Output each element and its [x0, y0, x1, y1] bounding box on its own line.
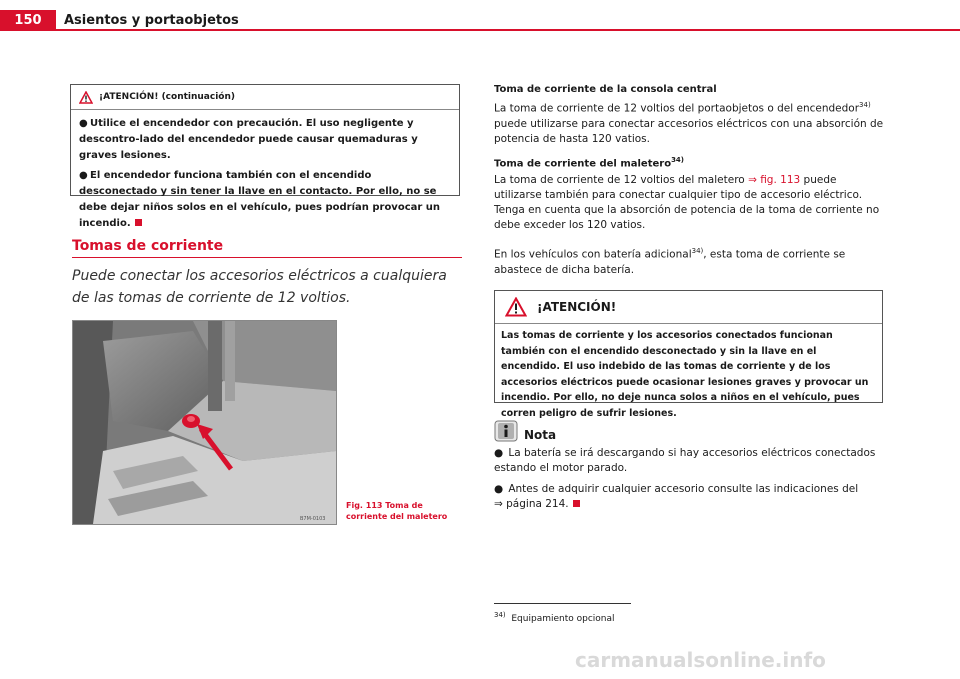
header-rule — [56, 29, 960, 31]
footnote-ref: 34) — [671, 156, 685, 164]
note-item: ● Antes de adquirir cualquier accesorio consulte las indicaciones del ⇒ página 214. — [494, 483, 859, 510]
battery-block — [494, 244, 886, 278]
trunk-heading: Toma de corriente del maletero$^{34)}$ — [494, 156, 685, 170]
console-socket-block — [494, 84, 886, 147]
figure-code: B7M-0103 — [300, 516, 326, 522]
warning-title: ¡ATENCIÓN! — [537, 300, 617, 314]
warning-text: Las tomas de corriente y los accesorios conectados funcionan también con el encendido desconectado y sin la llave en el encendido. El uso indebido de las tomas de corriente y de los accesorios eléctricos puede ocasionar lesiones graves y provocar un incendio. Por ello, no deje nunca solos a niños en el vehículo, pues corren peligro de sufrir lesiones. — [501, 330, 869, 419]
footnote: $^{34)}$ Equipamiento opcional — [494, 611, 615, 624]
warning-title: ¡ATENCIÓN! (continuación) — [99, 92, 236, 102]
page-header — [0, 0, 960, 31]
warning-item: ● El encendedor funciona también con el encendido desconectado y sin tener la llave en el contacto. Por ello, no se debe dejar niños solos en el vehículo, pues podrían provocar un incendio. — [79, 170, 441, 229]
battery-text: En los vehículos con batería adicional$^{34)}$, esta toma de corriente se abastece de dicha batería. — [494, 247, 846, 276]
trunk-socket-illustration — [73, 321, 336, 524]
note-title: Nota — [524, 428, 557, 442]
warning-box-continued — [70, 84, 460, 229]
warning-box-header — [71, 85, 459, 110]
page-number: 150 — [0, 10, 56, 31]
figure-caption: Fig. 113 Toma de corriente del maletero — [346, 501, 448, 521]
footnote-ref: 34) — [859, 101, 871, 109]
section-intro: Puede conectar los accesorios eléctricos a cualquiera de las tomas de corriente de 12 voltios. — [72, 268, 447, 306]
warning-triangle-icon — [79, 91, 93, 104]
trunk-text: La toma de corriente de 12 voltios del maletero ⇒ fig. 113 puede utilizarse también para conectar cualquier tipo de accesorio eléctrico. Tenga en cuenta que la absorción de potencia de la toma de corriente no debe exceder los 120 vatios. — [494, 174, 880, 232]
footnote-rule — [494, 603, 631, 604]
section-rule — [72, 257, 462, 258]
figure-trunk-socket — [72, 320, 337, 525]
footnote-ref: 34) — [691, 247, 704, 255]
watermark: carmanualsonline.info — [575, 648, 826, 672]
warning-box-header — [495, 291, 882, 324]
page-link[interactable]: ⇒ página 214. — [494, 498, 569, 510]
warning-triangle-icon — [505, 297, 527, 317]
section-title: Tomas de corriente — [72, 238, 224, 254]
end-mark-icon — [135, 219, 142, 226]
end-mark-icon — [573, 500, 580, 507]
figure-link[interactable]: ⇒ fig. 113 — [748, 174, 801, 187]
console-text: La toma de corriente de 12 voltios del portaobjetos o del encendedor$^{34)}$ puede utilizarse para conectar accesorios eléctricos con una absorción de potencia de hasta 120 vatios. — [494, 101, 884, 145]
warning-item: ● Utilice el encendedor con precaución. El uso negligente y descontro-lado del encendedor puede causar quemaduras y graves lesiones. — [79, 118, 418, 161]
info-icon — [494, 420, 518, 442]
trunk-socket-block — [494, 156, 886, 233]
note-items — [494, 446, 886, 512]
note-item: ● La batería se irá descargando si hay accesorios eléctricos conectados estando el motor parado. — [494, 447, 876, 474]
warning-box — [494, 290, 883, 419]
console-heading: Toma de corriente de la consola central — [494, 84, 717, 95]
note-header — [494, 420, 556, 442]
page-title: Asientos y portaobjetos — [64, 13, 239, 28]
